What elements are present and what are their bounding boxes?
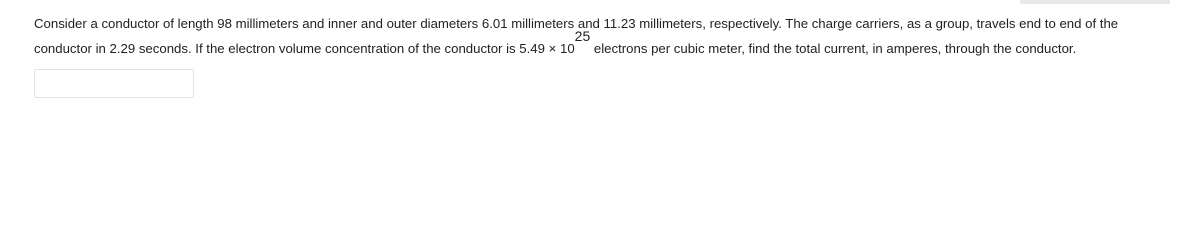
question-page xyxy=(0,0,1200,104)
question-text xyxy=(34,11,1184,61)
top-toolbar-remnant xyxy=(1020,0,1170,4)
question-line-1: Consider a conductor of length 98 millimeters and inner and outer diameters 6.01 millimeters and 11.23 millimeters, respectively. The charge carriers, as a group, travels end to end of the xyxy=(34,16,1119,31)
answer-input[interactable] xyxy=(34,69,194,98)
question-line-2-start: conductor in 2.29 seconds. If the electron volume concentration of the conductor is 5.49 × 10 xyxy=(34,41,575,56)
exponent: 25 xyxy=(574,27,591,44)
question-line-2-end: electrons per cubic meter, find the total current, in amperes, through the conductor. xyxy=(590,41,1077,56)
